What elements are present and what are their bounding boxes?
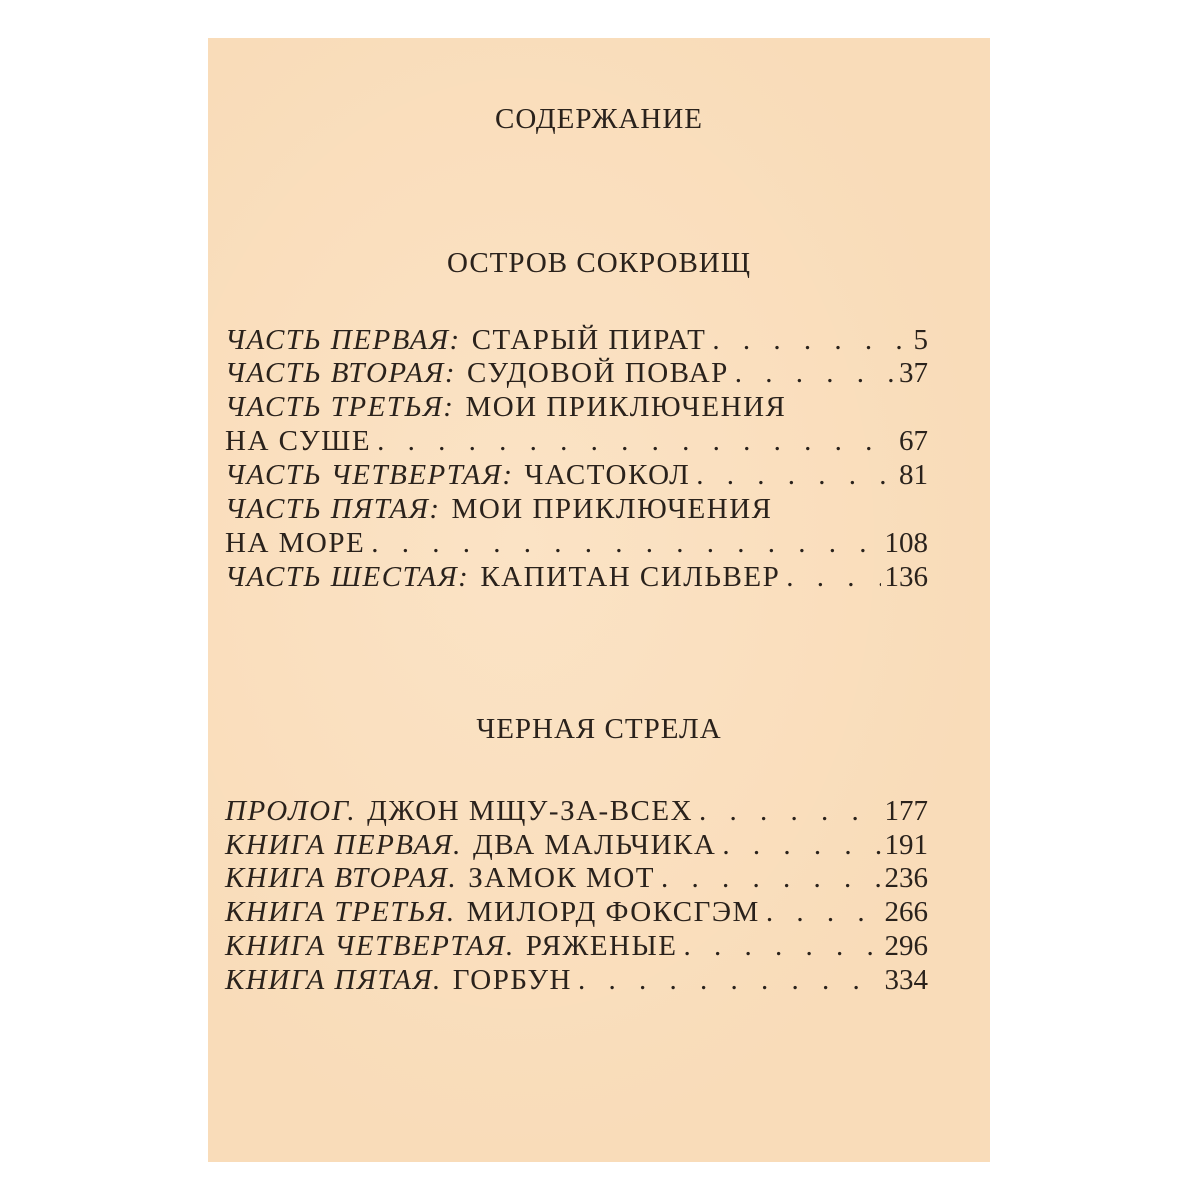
toc-entry[interactable] xyxy=(225,929,928,963)
toc-entry[interactable] xyxy=(225,794,928,828)
toc-entry[interactable] xyxy=(225,895,928,929)
dot-leader xyxy=(712,323,909,357)
toc-entry-part: ЧАСТЬ ТРЕТЬЯ: xyxy=(225,391,455,423)
dot-leader xyxy=(735,356,895,390)
toc-entry-part: КНИГА ПЯТАЯ. xyxy=(225,964,442,996)
toc-entry[interactable] xyxy=(225,861,928,895)
toc-entry-part: ЧАСТЬ ШЕСТАЯ: xyxy=(225,561,470,593)
toc-entry-title: ГОРБУН xyxy=(452,964,572,996)
toc-entry-part: КНИГА ТРЕТЬЯ. xyxy=(225,896,456,928)
toc-entry-title: СТАРЫЙ ПИРАТ xyxy=(471,324,707,356)
toc-entry-title: МОИ ПРИКЛЮЧЕНИЯ xyxy=(465,391,787,423)
toc-entry[interactable] xyxy=(225,356,928,390)
toc-entry-page: 177 xyxy=(884,795,928,827)
toc-entry-part: ЧАСТЬ ВТОРАЯ: xyxy=(225,357,457,389)
toc-entry[interactable] xyxy=(225,323,928,357)
toc-entry-title: ДЖОН МЩУ-ЗА-ВСЕХ xyxy=(367,795,694,827)
dot-leader xyxy=(699,794,880,828)
dot-leader xyxy=(766,895,881,929)
toc-entry-title: ЧАСТОКОЛ xyxy=(524,459,691,491)
toc-entry-title: ДВА МАЛЬЧИКА xyxy=(472,829,717,861)
book-page xyxy=(208,38,990,1162)
toc-entry-part: ЧАСТЬ ПЕРВАЯ: xyxy=(225,324,461,356)
toc-entry-page: 266 xyxy=(884,896,928,928)
toc-entry-part: КНИГА ПЕРВАЯ. xyxy=(225,829,462,861)
toc-entry-page: 5 xyxy=(913,324,928,356)
section-title-black-arrow: ЧЕРНАЯ СТРЕЛА xyxy=(476,713,722,745)
toc-entry-page: 296 xyxy=(884,930,928,962)
dot-leader xyxy=(377,424,895,458)
toc-entry-title: ЗАМОК МОТ xyxy=(468,862,655,894)
toc-entry-part: КНИГА ВТОРАЯ. xyxy=(225,862,458,894)
toc-entry-title-continued: НА СУШЕ xyxy=(225,425,372,457)
contents-title: СОДЕРЖАНИЕ xyxy=(495,103,703,135)
dot-leader xyxy=(722,828,880,862)
dot-leader xyxy=(371,526,880,560)
toc-entry-part: ЧАСТЬ ЧЕТВЕРТАЯ: xyxy=(225,459,514,491)
toc-entry[interactable] xyxy=(225,458,928,492)
toc-entry-title: КАПИТАН СИЛЬВЕР xyxy=(480,561,781,593)
toc-entry-title-continued: НА МОРЕ xyxy=(225,527,366,559)
toc-entry[interactable] xyxy=(225,963,928,997)
toc-entry-page: 236 xyxy=(884,862,928,894)
toc-entry-title: РЯЖЕНЫЕ xyxy=(525,930,678,962)
dot-leader xyxy=(684,929,881,963)
toc-entry[interactable] xyxy=(225,828,928,862)
dot-leader xyxy=(661,861,881,895)
toc-entry-title: СУДОВОЙ ПОВАР xyxy=(467,357,729,389)
toc-entry-title: МОИ ПРИКЛЮЧЕНИЯ xyxy=(451,493,773,525)
toc-entry-continuation[interactable] xyxy=(225,526,928,560)
toc-entry-first-line[interactable] xyxy=(225,390,786,424)
toc-entry-page: 67 xyxy=(899,425,928,457)
toc-entry-part: ПРОЛОГ. xyxy=(225,795,357,827)
toc-entry-part: КНИГА ЧЕТВЕРТАЯ. xyxy=(225,930,515,962)
toc-entry-part: ЧАСТЬ ПЯТАЯ: xyxy=(225,493,441,525)
toc-entry-page: 108 xyxy=(884,527,928,559)
toc-entry-title: МИЛОРД ФОКСГЭМ xyxy=(466,896,760,928)
section-title-treasure-island: ОСТРОВ СОКРОВИЩ xyxy=(447,247,751,279)
dot-leader xyxy=(696,458,895,492)
toc-entry-page: 191 xyxy=(884,829,928,861)
toc-entry-continuation[interactable] xyxy=(225,424,928,458)
toc-entry-page: 334 xyxy=(884,964,928,996)
dot-leader xyxy=(578,963,881,997)
toc-entry-page: 37 xyxy=(899,357,928,389)
toc-entry[interactable] xyxy=(225,560,928,594)
toc-entry-page: 136 xyxy=(884,561,928,593)
toc-entry-first-line[interactable] xyxy=(225,492,773,526)
dot-leader xyxy=(786,560,880,594)
toc-entry-page: 81 xyxy=(899,459,928,491)
